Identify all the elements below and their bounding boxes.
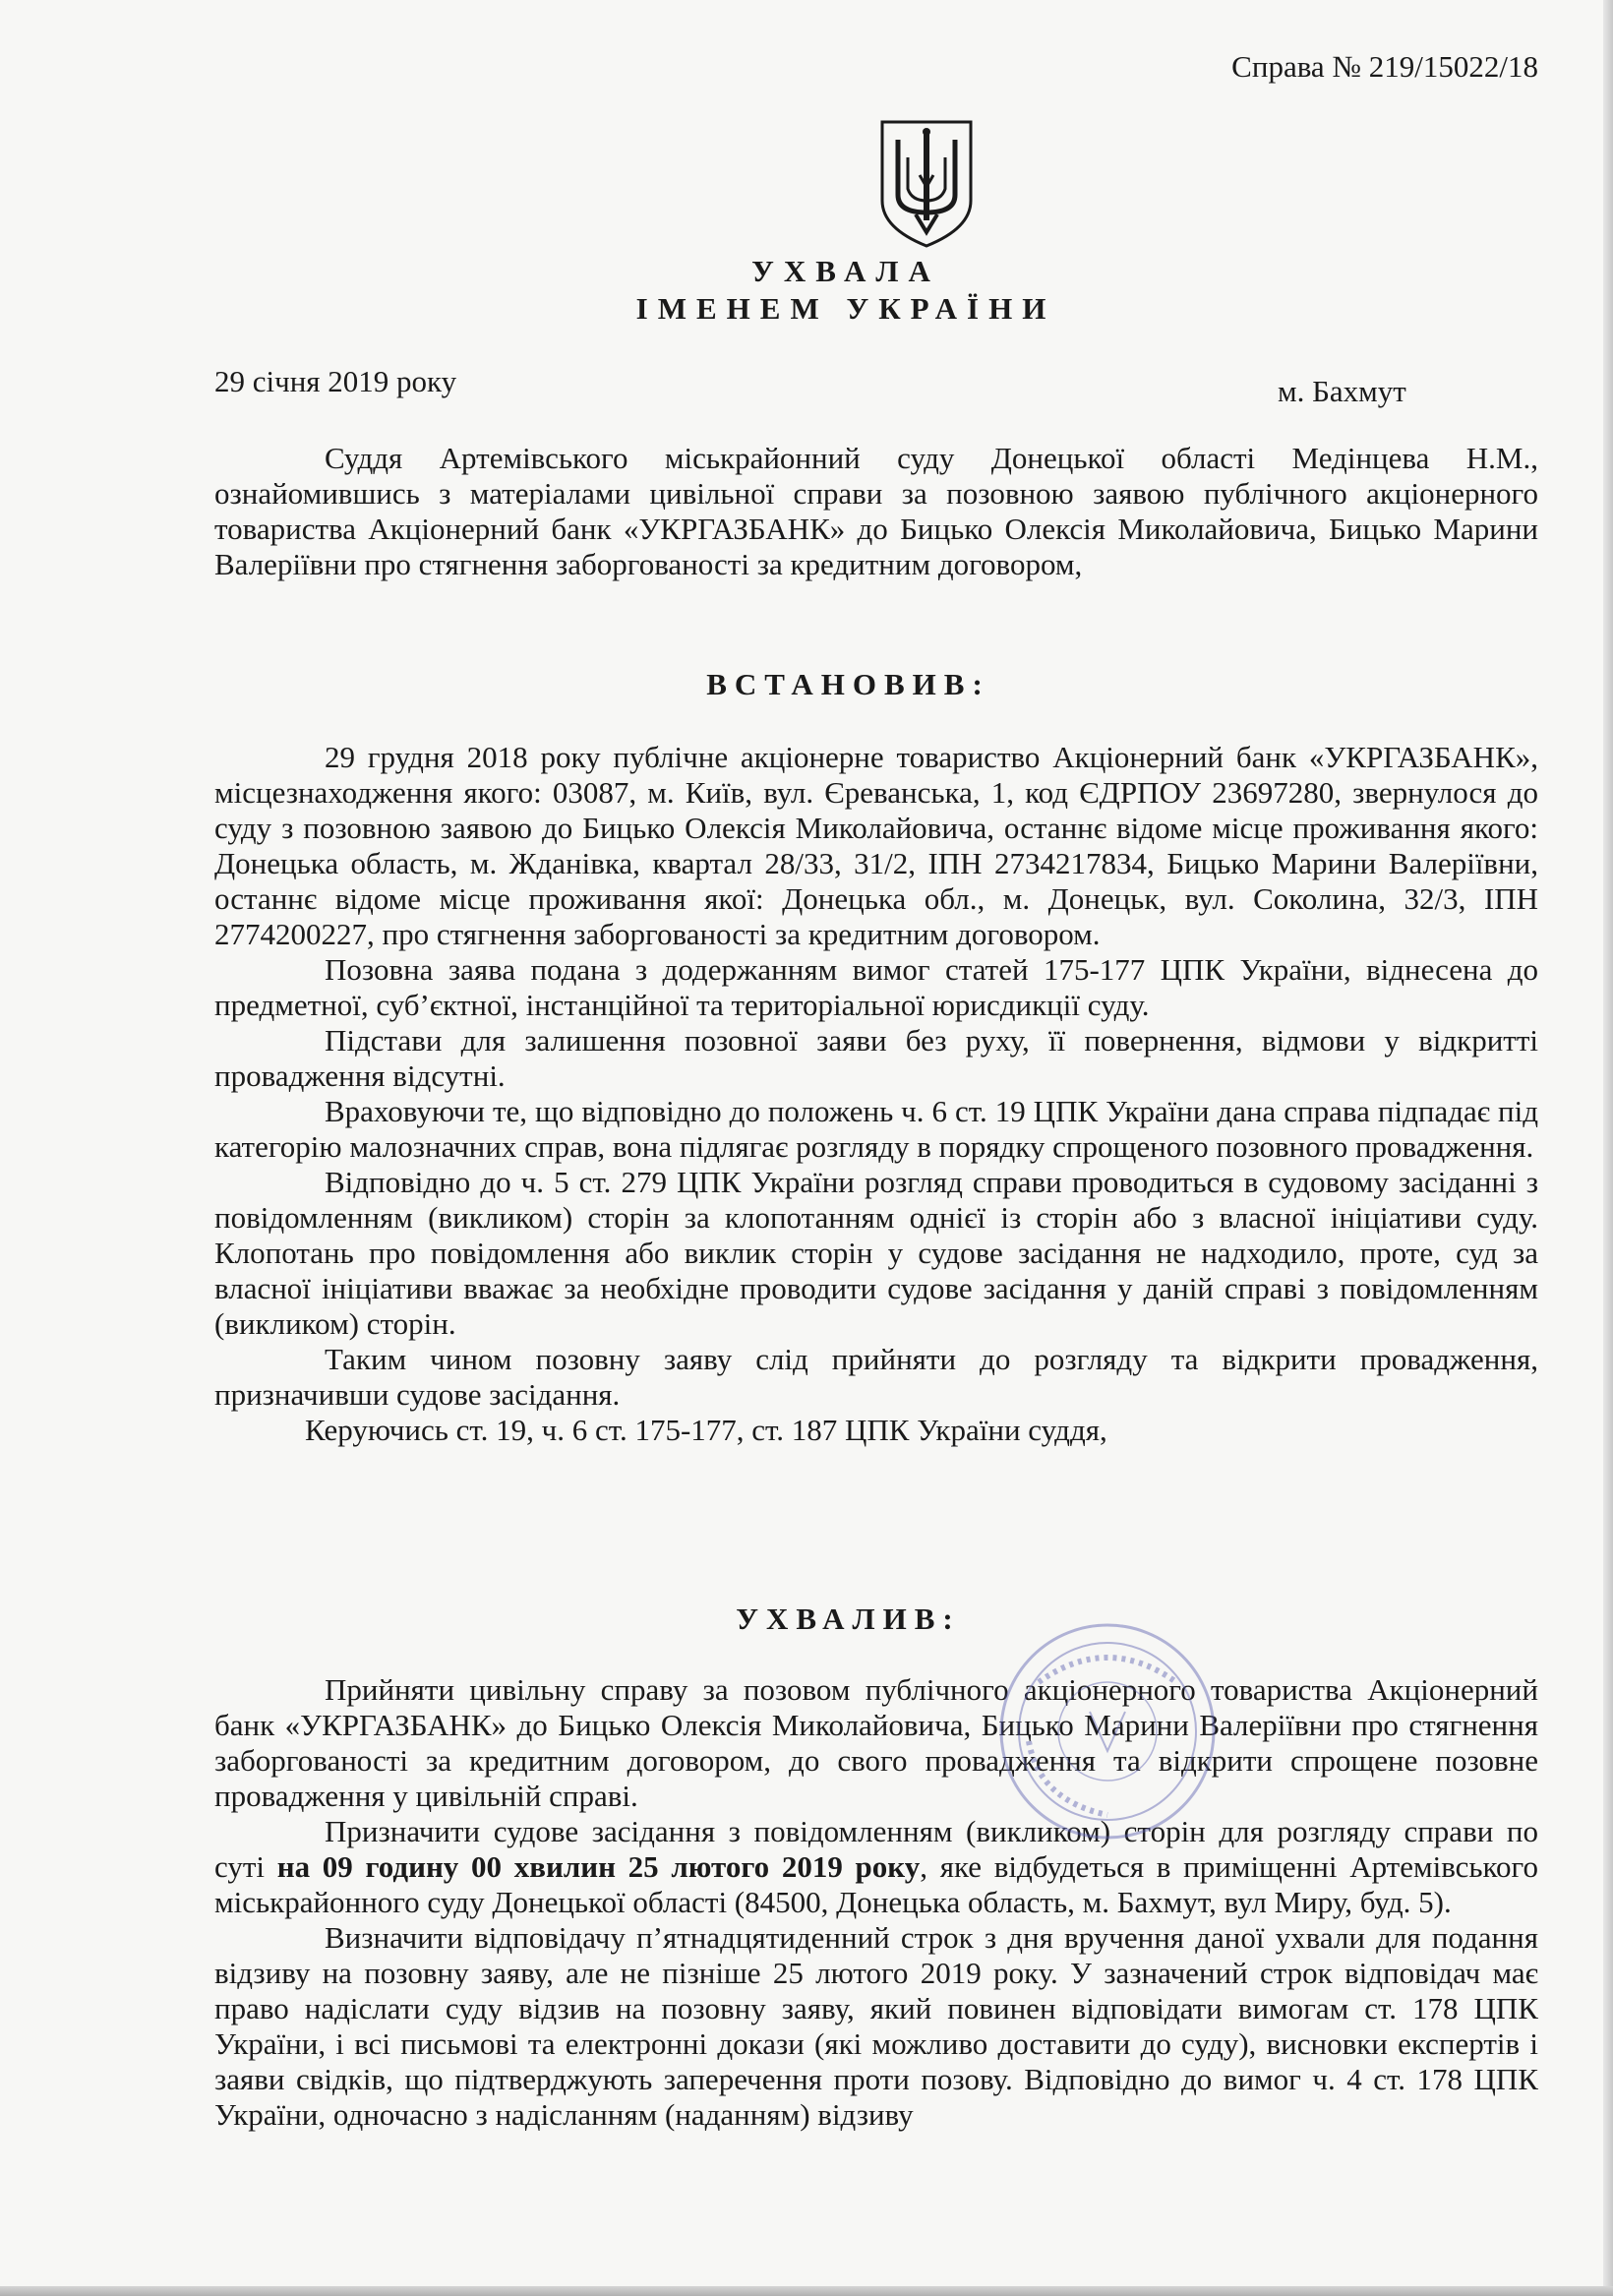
- guided-by-paragraph: Керуючись ст. 19, ч. 6 ст. 175-177, ст. 187 ЦПК України суддя,: [305, 1413, 1107, 1447]
- intro-paragraph: Суддя Артемівського міськрайонний суду Донецької області Медінцева Н.М., ознайомившись з матеріалами цивільної справи за позовною заявою публічного акціонерного товариства Акціонерний банк «УКРГАЗБАНК» до Бицько Олексія Миколайовича, Бицько Марини Валеріївни про стягнення заборгованості за кредитним договором,: [214, 441, 1538, 581]
- established-paragraph: 29 грудня 2018 року публічне акціонерне товариство Акціонерний банк «УКРГАЗБАНК», місцезнаходження якого: 03087, м. Київ, вул. Єреванська, 1, код ЄДРПОУ 23697280, звернулося до суду з позовною заявою до Бицько Олексія Миколайовича, останнє відоме місце проживання якого: Донецька область, м. Жданівка, квартал 28/33, 31/2, ІПН 2734217834, Бицько Марини Валеріївни, останнє відоме місце проживання якої: Донецька обл., м. Донецьк, вул. Соколина, 32/3, ІПН 2774200227, про стягнення заборгованості за кредитним договором.: [214, 740, 1538, 951]
- ruled-paragraph-hearing: [214, 1814, 1538, 1920]
- hearing-text-before: Призначити судове засідання з повідомленням (викликом) сторін для розгляду справи по суті: [214, 1814, 1538, 1884]
- hearing-text-after: , яке відбудеться в приміщенні Артемівського міськрайонного суду Донецької області (84500, Донецька область, м. Бахмут, вул Миру, буд. 5).: [214, 1849, 1538, 1919]
- document-subtitle: ІМЕНЕМ УКРАЇНИ: [635, 291, 1056, 326]
- established-heading: ВСТАНОВИВ:: [706, 667, 990, 701]
- document-title: УХВАЛА: [751, 254, 940, 288]
- established-block: [214, 740, 1538, 1448]
- established-paragraph: Враховуючи те, що відповідно до положень ч. 6 ст. 19 ЦПК України дана справа підпадає під категорію малозначних справ, вона підлягає розгляду в порядку спрощеного позовного провадження.: [214, 1094, 1538, 1164]
- ruling-date: 29 січня 2019 року: [214, 364, 457, 398]
- ruled-heading: УХВАЛИВ:: [736, 1601, 961, 1636]
- ruled-block: [214, 1672, 1538, 2133]
- ruled-paragraph: Визначити відповідачу п’ятнадцятиденний строк з дня вручення даної ухвали для подання відзиву на позовну заяву, але не пізніше 25 лютого 2019 року. У зазначений строк відповідач має право надіслати суду відзив на позовну заяву, який повинен відповідати вимогам ст. 178 ЦПК України, і всі письмові та електронні докази (які можливо доставити до суду), висновки експертів і заяви свідків, що підтверджують заперечення проти позову. Відповідно до вимог ч. 4 ст. 178 ЦПК України, одночасно з надісланням (наданням) відзиву: [214, 1920, 1538, 2132]
- established-paragraph: Відповідно до ч. 5 ст. 279 ЦПК України розгляд справи проводиться в судовому засіданні з повідомленням (викликом) сторін за клопотанням однієї із сторін або з власної ініціативи суду. Клопотань про повідомлення або виклик сторін у судове засідання не надходило, проте, суд за власної ініціативи вважає за необхідне проводити судове засідання у даній справі з повідомленням (викликом) сторін.: [214, 1165, 1538, 1341]
- hearing-datetime: на 09 годину 00 хвилин 25 лютого 2019 року: [276, 1849, 921, 1884]
- intro-block: [214, 441, 1538, 582]
- established-paragraph: Таким чином позовну заяву слід прийняти до розгляду та відкрити провадження, призначивши судове засідання.: [214, 1342, 1538, 1412]
- established-paragraph: Підстави для залишення позовної заяви без руху, її повернення, відмови у відкритті провадження відсутні.: [214, 1023, 1538, 1093]
- established-paragraph: Позовна заява подана з додержанням вимог статей 175-177 ЦПК України, віднесена до предметної, суб’єктної, інстанційної та територіальної юрисдикції суду.: [214, 952, 1538, 1022]
- court-round-stamp-icon: [980, 1613, 1235, 1849]
- coat-of-arms-trident-icon: [876, 118, 977, 250]
- case-number: Справа № 219/15022/18: [1231, 49, 1538, 84]
- scan-right-edge: [1603, 0, 1613, 2296]
- scan-bottom-edge: [0, 2286, 1613, 2296]
- ruled-paragraph: Прийняти цивільну справу за позовом публічного акціонерного товариства Акціонерний банк «УКРГАЗБАНК» до Бицько Олексія Миколайовича, Бицько Марини Валеріївни про стягнення заборгованості за кредитним договором, до свого провадження та відкрити спрощене позовне провадження у цивільній справі.: [214, 1672, 1538, 1813]
- ruling-city: м. Бахмут: [1278, 374, 1406, 408]
